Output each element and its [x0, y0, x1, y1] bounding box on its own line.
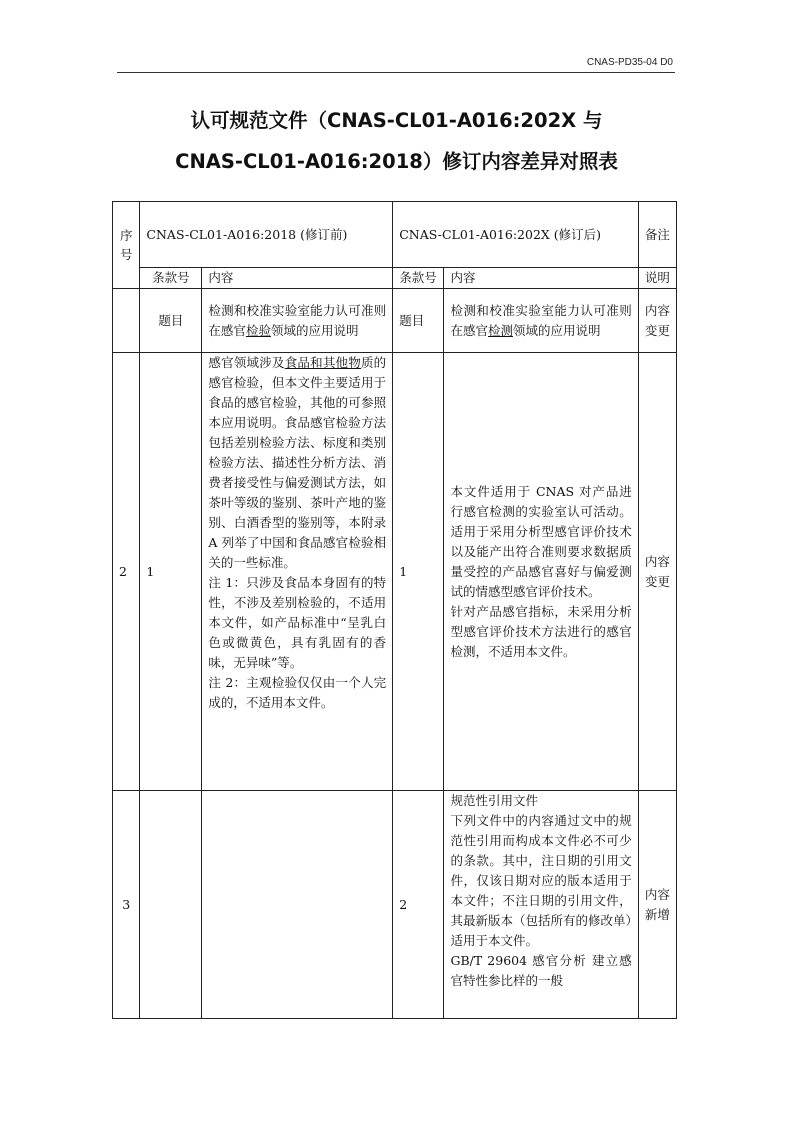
- row1-old-clause: 题目: [140, 289, 202, 353]
- revision-comparison-table: [112, 201, 677, 1019]
- row3-new-content: 规范性引用文件 下列文件中的内容通过文中的规范性引用而构成本文件必不可少的条款。其中，注日期的引用文件，仅该日期对应的版本适用于本文件；不注日期的引用文件，其最新版本（包括所有的修改单）适用于本文件。 GB/T 29604 感官分析 建立感官特性参比样的一般: [444, 791, 638, 1019]
- subheader-clause-old: 条款号: [140, 268, 202, 289]
- table-header-row: [113, 202, 677, 268]
- row2-new-content: 本文件适用于 CNAS 对产品进行感官检测的实验室认可活动。适用于采用分析型感官评价技术以及能产出符合准则要求数据质量受控的产品感官喜好与偏爱测试的情感型感官评价技术。 针对产品感官指标，未采用分析型感官评价技术方法进行的感官检测，不适用本文件。: [444, 353, 638, 791]
- table-row: [113, 353, 677, 791]
- subheader-clause-new: 条款号: [393, 268, 444, 289]
- row2-old-clause: 1: [140, 353, 202, 791]
- table-subheader-row: [113, 268, 677, 289]
- document-code: CNAS-PD35-04 D0: [586, 57, 673, 68]
- row3-seq: 3: [113, 791, 140, 1019]
- subheader-explain: 说明: [638, 268, 676, 289]
- row2-old-content: 感官领域涉及食品和其他物质的感官检验，但本文件主要适用于食品的感官检验，其他的可参照本应用说明。食品感官检验方法包括差别检验方法、标度和类别检验方法、描述性分析方法、消费者接受性与偏爱测试方法，如茶叶等级的鉴别、茶叶产地的鉴别、白酒香型的鉴别等，本附录 A 列举了中国和食品感官检验相关的一些标准。 注 1：只涉及食品本身固有的特性，不涉及差别检验的，不适用本文件，如产品标准中“呈乳白色或微黄色，具有乳固有的香味，无异味”等。 注 2：主观检验仅仅由一个人完成的，不适用本文件。: [202, 353, 393, 791]
- row1-old-content: 检测和校准实验室能力认可准则在感官检验领域的应用说明: [202, 289, 393, 353]
- subheader-content-new: 内容: [444, 268, 638, 289]
- row2-new-clause: 1: [393, 353, 444, 791]
- table-row: [113, 791, 677, 1019]
- row2-old-note-2: 注 2：主观检验仅仅由一个人完成的，不适用本文件。: [208, 675, 387, 710]
- row1-new-content: 检测和校准实验室能力认可准则在感官检测领域的应用说明: [444, 289, 638, 353]
- header-seq: 序号: [113, 202, 140, 289]
- row1-remark: 内容变更: [638, 289, 676, 353]
- row2-old-note-1: 注 1：只涉及食品本身固有的特性，不涉及差别检验的，不适用本文件，如产品标准中“呈乳白色或微黄色，具有乳固有的香味，无异味”等。: [208, 575, 387, 670]
- subheader-content-old: 内容: [202, 268, 393, 289]
- header-rule: [117, 72, 675, 73]
- document-title-line-2: CNAS-CL01-A016:2018）修订内容差异对照表: [175, 150, 618, 173]
- row2-seq: 2: [113, 353, 140, 791]
- row3-old-content: [202, 791, 393, 1019]
- table-row: [113, 289, 677, 353]
- row3-remark: 内容新增: [638, 791, 676, 1019]
- row2-remark: 内容变更: [638, 353, 676, 791]
- document-title-line-1: 认可规范文件（CNAS-CL01-A016:202X 与: [190, 109, 603, 132]
- header-new-doc: CNAS-CL01-A016:202X (修订后): [393, 202, 639, 268]
- row3-old-clause: [140, 791, 202, 1019]
- row3-new-clause: 2: [393, 791, 444, 1019]
- header-remark: 备注: [638, 202, 676, 268]
- row1-new-clause: 题目: [393, 289, 444, 353]
- row3-new-heading: 规范性引用文件: [450, 793, 538, 808]
- header-old-doc: CNAS-CL01-A016:2018 (修订前): [140, 202, 393, 268]
- row1-seq: [113, 289, 140, 353]
